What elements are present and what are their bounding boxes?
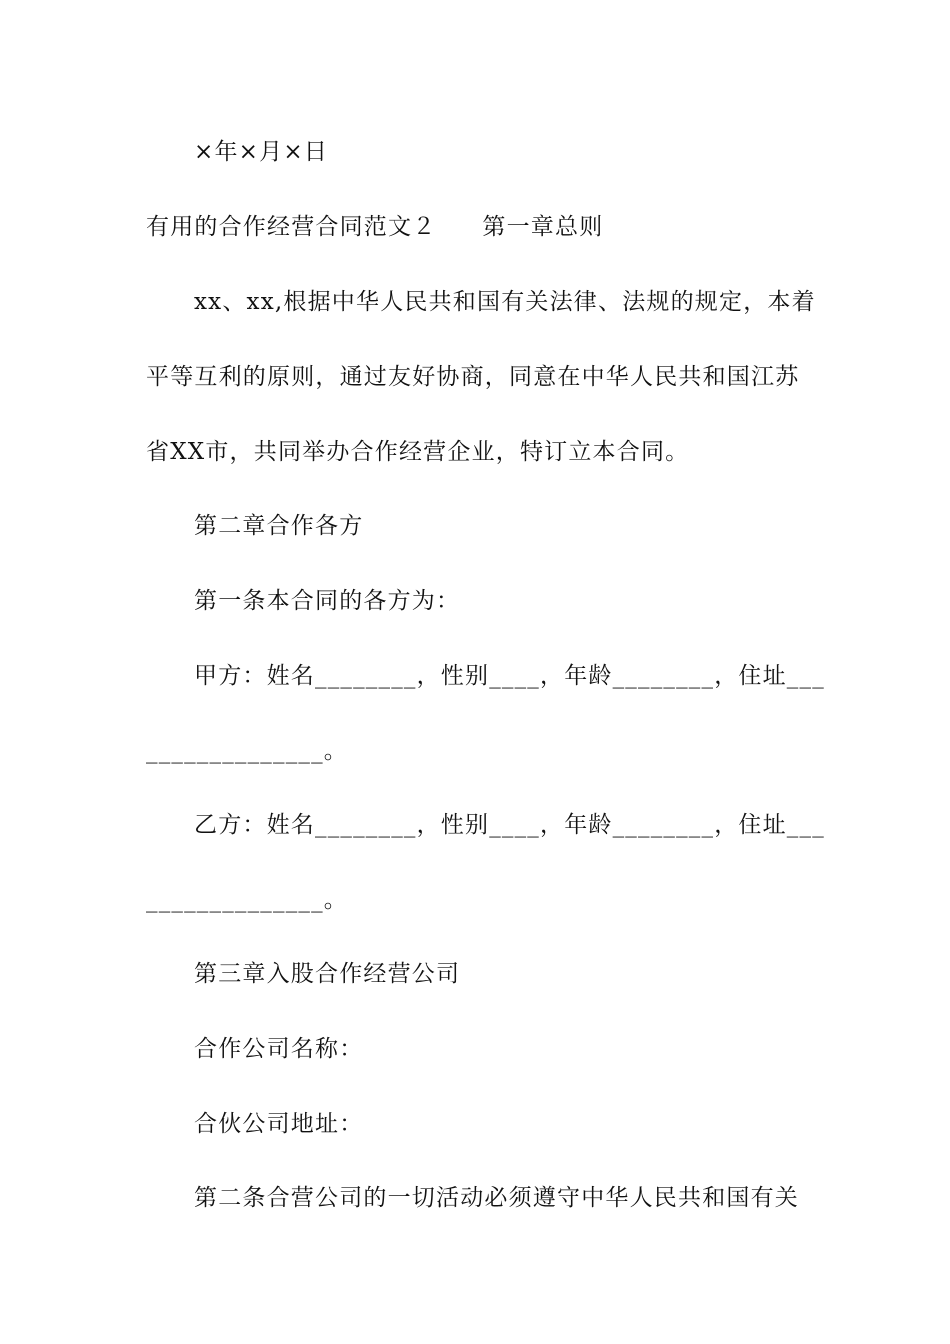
- party-a-line-2: ______________。: [146, 738, 348, 764]
- document-heading: 有用的合作经营合同范文２: [146, 214, 437, 240]
- chapter-1-title: 第一章总则: [482, 214, 604, 240]
- party-b-line-1: 乙方：姓名________，性别____，年龄________，住址___: [194, 812, 825, 838]
- article-2: 第二条合营公司的一切活动必须遵守中华人民共和国有关: [194, 1185, 799, 1211]
- date-line: ×年×月×日: [194, 139, 329, 165]
- company-name-field: 合作公司名称：: [194, 1036, 364, 1062]
- party-a-line-1: 甲方：姓名________，性别____，年龄________，住址___: [194, 663, 825, 689]
- paragraph-1-line-3: 省XX市，共同举办合作经营企业，特订立本合同。: [146, 439, 690, 465]
- chapter-3-title: 第三章入股合作经营公司: [194, 961, 461, 987]
- party-b-line-2: ______________。: [146, 887, 348, 913]
- paragraph-1-line-2: 平等互利的原则，通过友好协商，同意在中华人民共和国江苏: [146, 364, 800, 390]
- chapter-2-title: 第二章合作各方: [194, 513, 364, 539]
- company-address-field: 合伙公司地址：: [194, 1111, 364, 1137]
- paragraph-1-line-1: xx、xx,根据中华人民共和国有关法律、法规的规定，本着: [194, 289, 816, 315]
- article-1: 第一条本合同的各方为：: [194, 588, 461, 614]
- heading-line: [146, 212, 603, 242]
